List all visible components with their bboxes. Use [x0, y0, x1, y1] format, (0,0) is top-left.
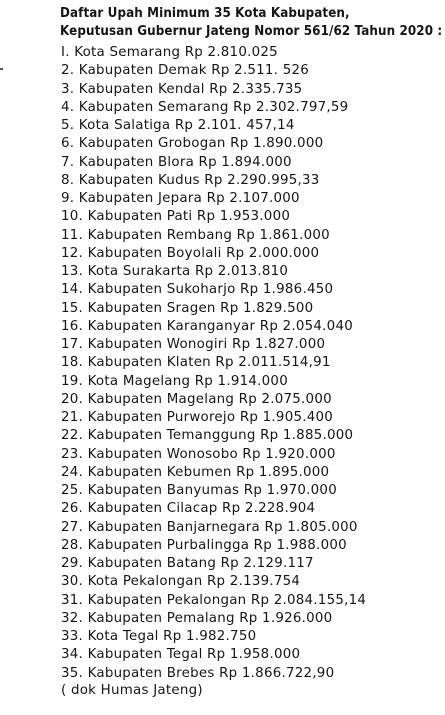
list-item-text: Kabupaten Batang Rp 2.129.117: [87, 556, 314, 571]
list-item-number: 14.: [61, 282, 84, 298]
list-item-number: 21.: [61, 410, 84, 425]
list-item-number: 31.: [61, 592, 84, 608]
list-item-number: 5.: [61, 118, 75, 133]
list-item: [61, 190, 445, 208]
list-item-number: 10.: [61, 209, 84, 225]
list-item: [61, 99, 445, 117]
list-item-number: I.: [61, 45, 70, 60]
list-item: [61, 500, 445, 518]
list-item-number: 23.: [61, 446, 84, 462]
list-item: [61, 592, 445, 610]
list-item: [61, 610, 445, 628]
list-item: [61, 573, 445, 591]
document-header: [60, 4, 443, 40]
list-item-text: Kota Semarang Rp 2.810.025: [74, 45, 278, 60]
list-item: [61, 537, 445, 555]
list-item: [61, 555, 445, 573]
list-item: [61, 281, 445, 299]
list-item-text: Kabupaten Sragen Rp 1.829.500: [87, 300, 314, 316]
list-item-number: 15.: [61, 300, 84, 316]
list-item-text: Kabupaten Demak Rp 2.511. 526: [78, 63, 309, 79]
list-item: [61, 318, 445, 336]
list-item: [61, 665, 445, 683]
list-item-text: Kabupaten Blora Rp 1.894.000: [78, 154, 292, 170]
list-item: [61, 373, 445, 391]
list-item-text: Kabupaten Sukoharjo Rp 1.986.450: [87, 282, 334, 298]
list-item-number: 9.: [61, 191, 75, 206]
list-item-text: Kabupaten Kebumen Rp 1.895.000: [87, 464, 330, 480]
list-item-text: Kabupaten Klaten Rp 2.011.514,91: [87, 355, 331, 371]
list-item: [61, 427, 445, 445]
list-item-number: 12.: [61, 245, 84, 261]
list-item: [61, 446, 445, 464]
list-item-text: Kabupaten Grobogan Rp 1.890.000: [78, 136, 324, 152]
list-item-number: 26.: [61, 501, 84, 517]
list-item-number: 4.: [61, 99, 75, 115]
list-item: [61, 172, 445, 190]
list-item: [61, 263, 445, 281]
list-item: [61, 154, 445, 172]
list-item-text: Kabupaten Boyolali Rp 2.000.000: [87, 245, 320, 261]
list-item-text: Kabupaten Pemalang Rp 1.926.000: [87, 610, 333, 626]
title-line-2: Keputusan Gubernur Jateng Nomor 561/62 Tahun 2020 :: [60, 23, 443, 39]
list-item: [61, 62, 445, 80]
list-item-number: 24.: [61, 464, 84, 480]
list-item-number: 29.: [61, 556, 84, 571]
list-item-number: 28.: [61, 537, 84, 553]
list-item: [61, 646, 445, 664]
list-item-text: Kabupaten Pekalongan Rp 2.084.155,14: [87, 592, 367, 608]
list-item-number: 18.: [61, 355, 84, 371]
list-item-text: Kabupaten Kudus Rp 2.290.995,33: [78, 172, 320, 188]
list-item-text: Kabupaten Kendal Rp 2.335.735: [78, 81, 303, 97]
list-item: [61, 464, 445, 482]
list-item: [61, 245, 445, 263]
list-item-text: Kota Surakarta Rp 2.013.810: [87, 264, 289, 279]
list-item: [61, 482, 445, 500]
list-item-text: Kabupaten Wonogiri Rp 1.827.000: [87, 337, 326, 352]
title-line-1: Daftar Upah Minimum 35 Kota Kabupaten,: [60, 5, 350, 21]
list-item-number: 22.: [61, 428, 84, 444]
list-item-text: Kabupaten Cilacap Rp 2.228.904: [87, 501, 316, 517]
list-item: [61, 336, 445, 354]
list-item-text: Kabupaten Tegal Rp 1.958.000: [87, 647, 301, 663]
list-item-text: Kota Tegal Rp 1.982.750: [87, 629, 257, 644]
list-item-text: Kabupaten Pati Rp 1.953.000: [87, 209, 291, 225]
list-item-number: 19.: [61, 373, 84, 389]
list-item-text: Kabupaten Temanggung Rp 1.885.000: [87, 428, 354, 444]
list-item: [61, 44, 445, 62]
list-item-text: Kota Magelang Rp 1.914.000: [87, 373, 288, 389]
list-item-text: Kabupaten Banyumas Rp 1.970.000: [87, 483, 337, 498]
list-item-number: 8.: [61, 172, 75, 188]
list-item: [61, 300, 445, 318]
list-item-text: Kabupaten Semarang Rp 2.302.797,59: [78, 99, 349, 115]
list-item: [61, 391, 445, 409]
list-item: [61, 628, 445, 646]
list-item-number: 35.: [61, 665, 84, 681]
list-item-number: 27.: [61, 519, 84, 535]
list-item-text: Kabupaten Banjarnegara Rp 1.805.000: [87, 519, 358, 535]
list-item: [61, 409, 445, 427]
list-item-text: Kabupaten Purbalingga Rp 1.988.000: [87, 537, 347, 553]
list-item-text: Kabupaten Magelang Rp 2.075.000: [87, 391, 332, 407]
list-item-text: Kabupaten Jepara Rp 2.107.000: [78, 191, 300, 206]
wage-list: [61, 44, 445, 683]
list-item: [61, 117, 445, 135]
list-item-number: 30.: [61, 574, 84, 590]
list-item-text: Kota Pekalongan Rp 2.139.754: [87, 574, 301, 590]
list-item-text: Kabupaten Karanganyar Rp 2.054.040: [87, 318, 353, 334]
list-item-number: 34.: [61, 647, 84, 663]
list-item-number: 16.: [61, 318, 84, 334]
list-item-text: Kabupaten Brebes Rp 1.866.722,90: [87, 665, 335, 681]
list-item-number: 2.: [61, 63, 75, 79]
list-item-number: 33.: [61, 629, 84, 644]
list-item-number: 32.: [61, 610, 84, 626]
scan-edge-mark: [0, 68, 3, 70]
list-item: [61, 208, 445, 226]
list-item-text: Kabupaten Purworejo Rp 1.905.400: [87, 410, 334, 425]
list-item-number: 3.: [61, 81, 75, 97]
list-item-number: 17.: [61, 337, 84, 352]
list-item-number: 25.: [61, 483, 84, 498]
list-item-number: 13.: [61, 264, 84, 279]
list-item: [61, 81, 445, 99]
list-item-number: 6.: [61, 136, 75, 152]
list-item-number: 7.: [61, 154, 75, 170]
list-item-number: 11.: [61, 227, 84, 243]
list-item: [61, 519, 445, 537]
list-item-text: Kabupaten Rembang Rp 1.861.000: [87, 227, 330, 243]
list-item-text: Kabupaten Wonosobo Rp 1.920.000: [87, 446, 336, 462]
photo-credit: ( dok Humas Jateng): [61, 683, 203, 698]
list-item: [61, 354, 445, 372]
list-item: [61, 135, 445, 153]
list-item: [61, 227, 445, 245]
list-item-number: 20.: [61, 391, 84, 407]
list-item-text: Kota Salatiga Rp 2.101. 457,14: [78, 118, 295, 133]
